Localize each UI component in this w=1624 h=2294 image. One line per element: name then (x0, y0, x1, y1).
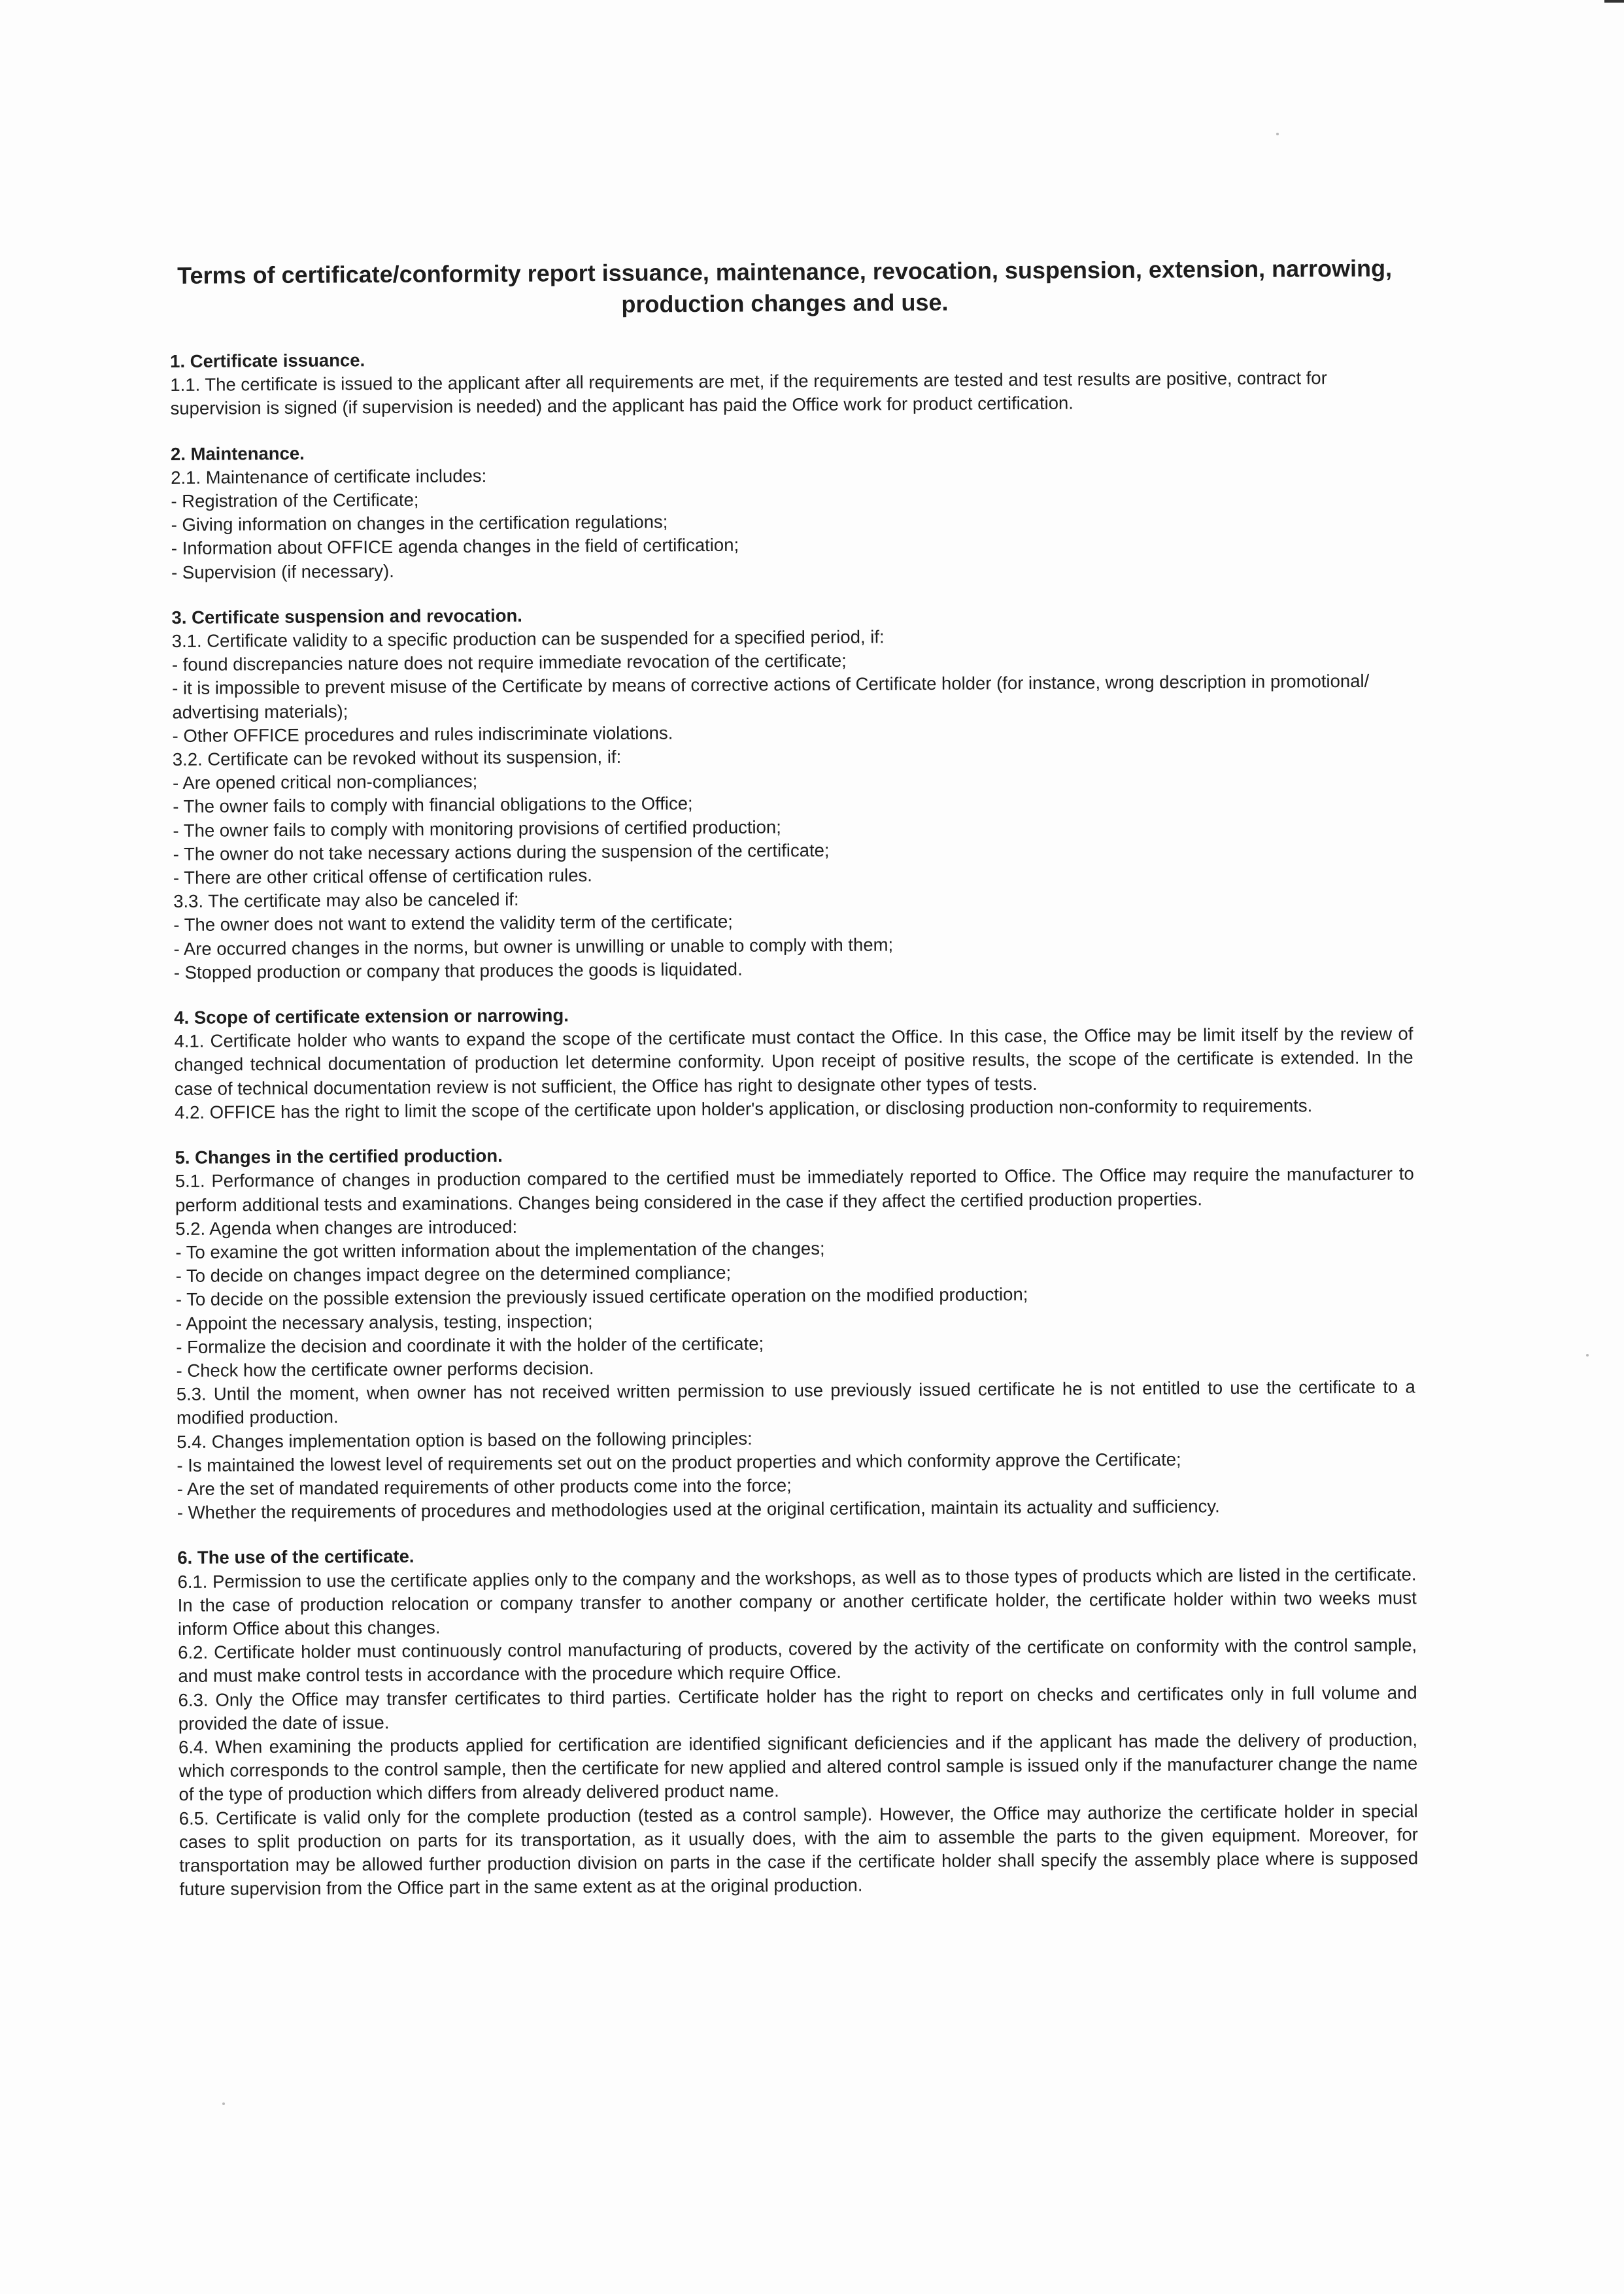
list-item: - Appoint the necessary analysis, testing, inspection; (176, 1310, 593, 1334)
list-item: - Supervision (if necessary). (171, 560, 394, 582)
clause-paragraph: 1.1. The certificate is issued to the applicant after all requirements are met, if the requirements are tested and test results are positive, contract for supervision is signed (if supervision is needed) and the applicant has paid the Office work for product certification. (170, 367, 1327, 419)
list-item: - Are occurred changes in the norms, but owner is unwilling or unable to comply with them; (173, 934, 894, 959)
section-heading: 6. The use of the certificate. (177, 1546, 414, 1568)
list-item: - Stopped production or company that produces the goods is liquidated. (173, 958, 743, 983)
section-heading: 5. Changes in the certified production. (175, 1145, 503, 1168)
scan-edge-mark (1604, 0, 1624, 3)
list-item: - The owner fails to comply with monitoring provisions of certified production; (173, 816, 781, 841)
clause-paragraph: 5.2. Agenda when changes are introduced: (175, 1216, 518, 1239)
clause-paragraph: 4.1. Certificate holder who wants to expand the scope of the certificate must contact the Office. In this case, the Office may be limit itself by the review of changed technical documentation of production let determine conformity. Upon receipt of positive results, the scope of the certificate is extended. In the case of technical documentation review is not sufficient, the Office has right to designate other types of tests. (174, 1023, 1413, 1099)
clause-paragraph: 6.2. Certificate holder must continuously control manufacturing of products, covered by the activity of the certificate on conformity with the control sample, and must make control tests in accordance with the procedure which require Office. (178, 1634, 1417, 1687)
clause-paragraph: 3.1. Certificate validity to a specific production can be suspended for a specified period, if: (171, 626, 885, 652)
section-1 (170, 342, 1410, 420)
clause-paragraph: 4.2. OFFICE has the right to limit the scope of the certificate upon holder's application, or disclosing production non-conformity to requirements. (175, 1095, 1313, 1122)
scan-speck (1276, 133, 1279, 135)
clause-paragraph: 3.3. The certificate may also be canceled if: (173, 889, 519, 912)
clause-paragraph: 5.1. Performance of changes in production compared to the certified must be immediately reported to Office. The Office may require the manufacturer to perform additional tests and examinations. Changes being considered in the case if they affect the certified production properties. (175, 1163, 1414, 1215)
list-item: - Are the set of mandated requirements of other products come into the force; (177, 1475, 792, 1499)
list-item: - Check how the certificate owner performs decision. (176, 1357, 594, 1381)
list-item: - Giving information on changes in the certification regulations; (171, 511, 668, 535)
section-5 (175, 1138, 1416, 1525)
list-item: - Other OFFICE procedures and rules indiscriminate violations. (172, 722, 673, 746)
list-item: - it is impossible to prevent misuse of the Certificate by means of corrective actions of Certificate holder (for instance, wrong description in promotional/ advertising materials); (172, 671, 1370, 722)
list-item: - The owner fails to comply with financial obligations to the Office; (173, 793, 693, 817)
section-3 (171, 598, 1413, 985)
section-heading: 1. Certificate issuance. (170, 350, 365, 371)
list-item: - The owner do not take necessary actions during the suspension of the certificate; (173, 839, 830, 864)
clause-paragraph: 5.4. Changes implementation option is based on the following principles: (177, 1428, 753, 1452)
section-2 (171, 435, 1410, 584)
clause-paragraph: 6.5. Certificate is valid only for the complete production (tested as a control sample). However, the Office may authorize the certificate holder in special cases to split production on parts for its transportation, as it usually does, with the aim to assemble the parts to the given equipment. Moreover, for transportation may be allowed further production division on parts in the case if the certificate holder shall specify the assembly place where is supposed future supervision from the Office part in the same extent as at the original production. (178, 1800, 1419, 1900)
clause-paragraph: 2.1. Maintenance of certificate includes: (171, 465, 487, 488)
section-heading: 2. Maintenance. (170, 443, 305, 464)
document-title: Terms of certificate/conformity report issuance, maintenance, revocation, suspension, extension, narrowing, production changes and use. (177, 254, 1393, 318)
document-body (170, 342, 1419, 1923)
list-item: - Are opened critical non-compliances; (172, 771, 478, 794)
list-item: - There are other critical offense of certification rules. (173, 865, 592, 888)
clause-paragraph: 3.2. Certificate can be revoked without its suspension, if: (172, 746, 622, 770)
section-4 (174, 998, 1413, 1124)
section-heading: 3. Certificate suspension and revocation. (171, 605, 522, 628)
clause-paragraph: 6.1. Permission to use the certificate applies only to the company and the workshops, as well as to those types of products which are listed in the certificate. In the case of production relocation or company transfer to another company or another certificate holder, the certificate holder within two weeks must inform Office about this changes. (177, 1563, 1417, 1639)
clause-paragraph: 6.3. Only the Office may transfer certificates to third parties. Certificate holder has the right to report on checks and certificates only in full volume and provided the date of issue. (178, 1681, 1417, 1734)
list-item: - To decide on the possible extension the previously issued certificate operation on the modified production; (175, 1284, 1028, 1310)
scan-speck (1586, 1354, 1589, 1357)
list-item: - Whether the requirements of procedures and methodologies used at the original certification, maintain its actuality and sufficiency. (177, 1496, 1220, 1523)
clause-paragraph: 6.4. When examining the products applied for certification are identified significant deficiencies and if the applicant has made the delivery of production, which corresponds to the control sample, then the certificate for new applied and altered control sample is issued only if the manufacturer change the name of the type of production which differs from already delivered product name. (178, 1729, 1418, 1805)
section-6 (177, 1539, 1418, 1902)
list-item: - To examine the got written information about the implementation of the changes; (175, 1238, 825, 1262)
section-heading: 4. Scope of certificate extension or narrowing. (174, 1005, 569, 1028)
scan-speck (222, 2102, 225, 2105)
list-item: - Formalize the decision and coordinate it with the holder of the certificate; (176, 1333, 764, 1357)
list-item: - Registration of the Certificate; (171, 489, 419, 512)
list-item: - found discrepancies nature does not require immediate revocation of the certificate; (171, 650, 847, 675)
list-item: - Is maintained the lowest level of requirements set out on the product properties and which conformity approve the Certificate; (177, 1449, 1181, 1476)
list-item: - The owner does not want to extend the validity term of the certificate; (173, 911, 733, 936)
list-item: - To decide on changes impact degree on the determined compliance; (175, 1262, 732, 1287)
clause-paragraph: 5.3. Until the moment, when owner has not received written permission to use previously issued certificate he is not entitled to use the certificate to a modified production. (176, 1376, 1415, 1428)
list-item: - Information about OFFICE agenda changes in the field of certification; (171, 535, 739, 559)
